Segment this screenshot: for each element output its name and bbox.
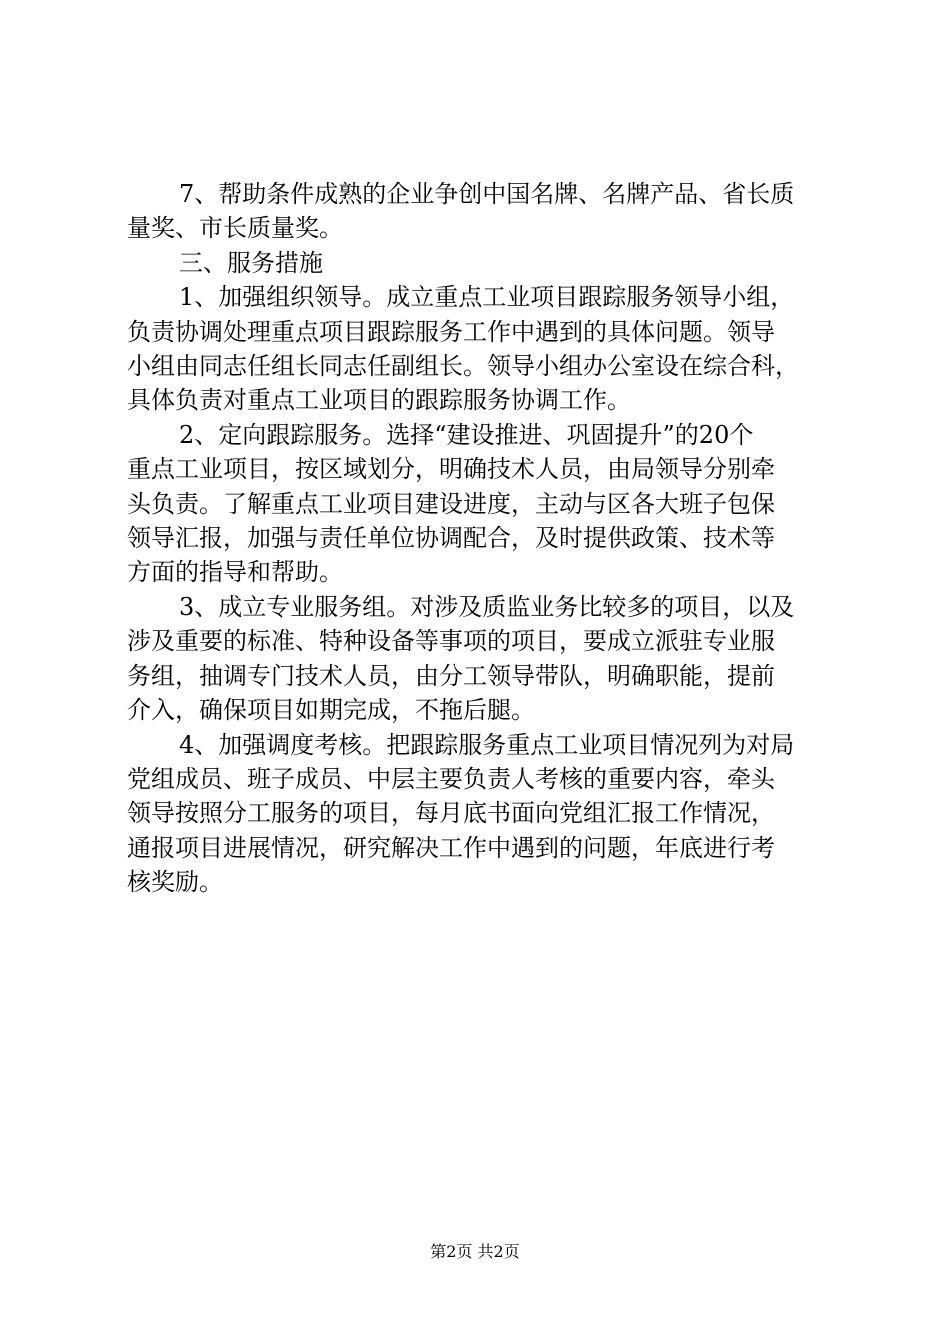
text-line: 小组由同志任组长同志任副组长。领导小组办公室设在综合科， (127, 352, 799, 381)
text-line: 领导汇报，加强与责任单位协调配合，及时提供政策、技术等 (127, 524, 775, 553)
text-line: 核奖励。 (127, 868, 223, 897)
section-heading-service-measures (127, 246, 847, 280)
document-body (127, 177, 847, 900)
text-line: 负责协调处理重点项目跟踪服务工作中遇到的具体问题。领导 (127, 317, 775, 346)
paragraph-measure-3 (127, 590, 847, 728)
paragraph-measure-2 (127, 418, 847, 590)
paragraph-measure-4 (127, 728, 847, 900)
text-line: 具体负责对重点工业项目的跟踪服务协调工作。 (127, 386, 631, 415)
text-line: 重点工业项目，按区域划分，明确技术人员，由局领导分别牵 (127, 455, 775, 484)
text-line: 务组，抽调专门技术人员，由分工领导带队，明确职能，提前 (127, 661, 775, 690)
section-heading-text: 三、服务措施 (179, 248, 323, 277)
text-line: 介入，确保项目如期完成，不拖后腿。 (127, 696, 535, 725)
text-line: 3、成立专业服务组。对涉及质监业务比较多的项目，以及 (179, 592, 795, 621)
text-line: 2、定向跟踪服务。选择“建设推进、巩固提升”的20个 (179, 420, 754, 449)
text-line: 领导按照分工服务的项目，每月底书面向党组汇报工作情况， (127, 799, 775, 828)
paragraph-measure-1 (127, 280, 847, 418)
text-line: 7、帮助条件成熟的企业争创中国名牌、名牌产品、省长质 (179, 180, 795, 208)
text-line: 量奖、市长质量奖。 (127, 214, 343, 243)
text-line: 头负责。了解重点工业项目建设进度，主动与区各大班子包保 (127, 489, 775, 518)
paragraph-item-7 (127, 177, 847, 246)
text-line: 通报项目进展情况，研究解决工作中遇到的问题，年底进行考 (127, 833, 775, 862)
text-line: 涉及重要的标准、特种设备等事项的项目，要成立派驻专业服 (127, 627, 775, 656)
page-number-footer: 第2页 共2页 (430, 1242, 520, 1261)
text-line: 方面的指导和帮助。 (127, 558, 343, 587)
text-line: 党组成员、班子成员、中层主要负责人考核的重要内容，牵头 (127, 764, 775, 793)
text-line: 4、加强调度考核。把跟踪服务重点工业项目情况列为对局 (179, 730, 795, 759)
text-line: 1、加强组织领导。成立重点工业项目跟踪服务领导小组， (179, 283, 795, 312)
